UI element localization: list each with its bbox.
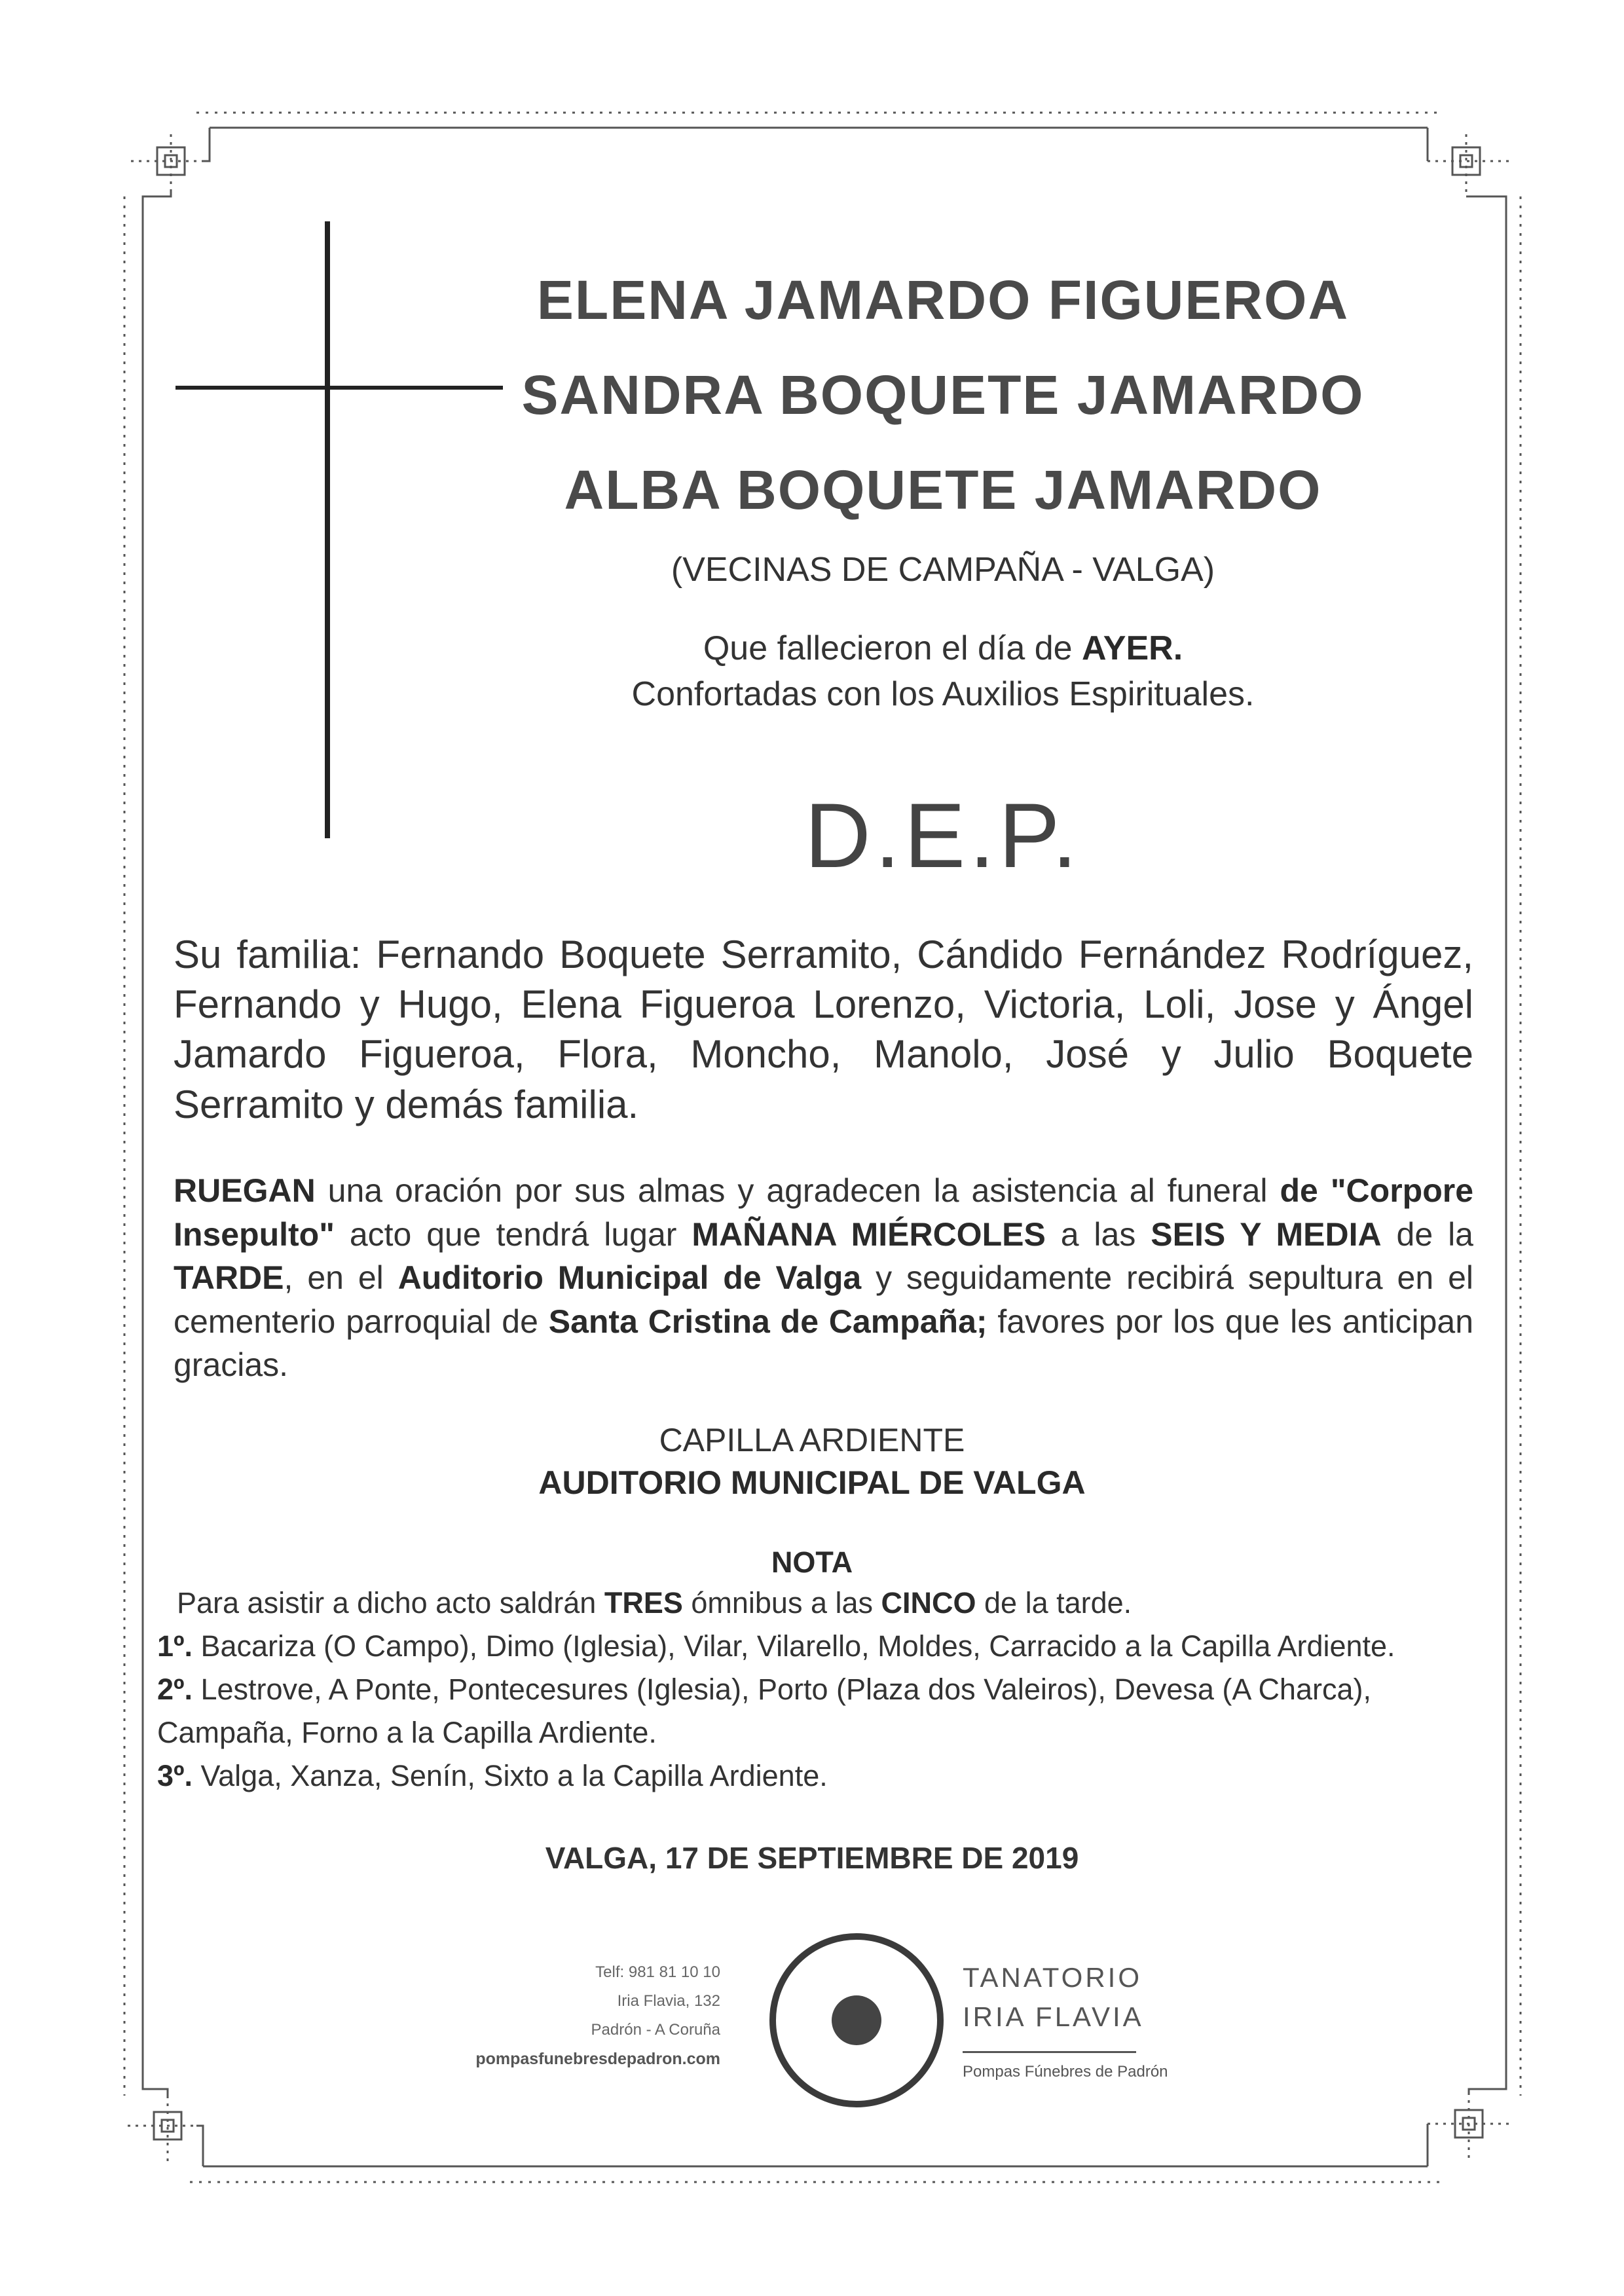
route-text: Bacariza (O Campo), Dimo (Iglesia), Vilar, Vilarello, Moldes, Carracido a la Capilla Ardiente. [192,1629,1395,1663]
nota-intro [157,1582,1486,1625]
text-segment: Santa Cristina de Campaña; [548,1303,987,1340]
text-segment: RUEGAN [174,1172,316,1209]
route-2-continued: Campaña, Forno a la Capilla Ardiente. [157,1716,657,1749]
deceased-name-1: ELENA JAMARDO FIGUEROA [536,269,1350,331]
text-segment: , en el [284,1259,398,1296]
neighbors-line: (VECINAS DE CAMPAÑA - VALGA) [671,551,1215,589]
route-2 [157,1668,1486,1711]
comfort-line: Confortadas con los Auxilios Espirituales. [631,675,1255,713]
text-segment: CINCO [881,1586,976,1620]
footer-phone: Telf: 981 81 10 10 [595,1963,720,1981]
footer-contact [458,1958,720,2073]
chapel-label: CAPILLA ARDIENTE [659,1422,965,1458]
route-number: 2º. [157,1673,193,1706]
footer-web: pompasfunebresdepadron.com [475,2050,720,2068]
text-segment: SEIS Y MEDIA [1151,1215,1382,1253]
route-number: 3º. [157,1759,193,1792]
text-segment: y seguidamente recibirá sepultura en el cementerio parroquial de [174,1259,1473,1340]
text-segment: de la [1381,1215,1473,1253]
text-segment: ómnibus a las [682,1586,881,1620]
text-segment: favores por los que les anticipan gracias. [174,1303,1474,1383]
corner-ornament-top-right [1428,128,1513,203]
route-text: Lestrove, A Ponte, Pontecesures (Iglesia), Porto (Plaza dos Valeiros), Devesa (A Charca), [192,1673,1371,1706]
text-segment: de "Corpore Insepulto" [174,1172,1473,1253]
route-1 [157,1625,1486,1668]
tanatorio-logo-icon [765,1929,948,2112]
text-segment: Para asistir a dicho acto saldrán [177,1586,604,1620]
brand-tagline: Pompas Fúnebres de Padrón [963,2063,1168,2081]
corner-ornament-top-left [131,128,210,203]
text-segment: Auditorio Municipal de Valga [397,1259,862,1296]
chapel-place: AUDITORIO MUNICIPAL DE VALGA [538,1464,1086,1501]
deceased-name-3: ALBA BOQUETE JAMARDO [564,459,1322,521]
text-segment: TRES [604,1586,683,1620]
footer-city: Padrón - A Coruña [591,2021,720,2039]
death-notice-line [458,629,1428,668]
brand-line-2: IRIA FLAVIA [963,2001,1144,2032]
brand-line-1: TANATORIO [963,1962,1143,1993]
brand-divider [963,2051,1136,2053]
text-segment: una oración por sus almas y agradecen la asistencia al funeral [315,1172,1280,1209]
nota-body [157,1582,1486,1798]
request-paragraph [174,1169,1473,1387]
deceased-name-2: SANDRA BOQUETE JAMARDO [521,364,1365,426]
text-segment: acto que tendrá lugar [334,1215,692,1253]
route-number: 1º. [157,1629,193,1663]
route-text: Valga, Xanza, Senín, Sixto a la Capilla Ardiente. [192,1759,828,1792]
dep-heading: D.E.P. [804,784,1082,887]
text-segment: a las [1045,1215,1151,1253]
family-paragraph: Su familia: Fernando Boquete Serramito, Cándido Fernández Rodríguez, Fernando y Hugo, Elena Figueroa Lorenzo, Victoria, Loli, Jose y Ángel Jamardo Figueroa, Flora, Moncho, Manolo, José y Julio Boquete Serramito y demás familia. [174,933,1473,1126]
text-segment: de la tarde. [976,1586,1132,1620]
corner-ornament-bottom-right [1428,2083,1513,2166]
date-line: VALGA, 17 DE SEPTIEMBRE DE 2019 [545,1841,1079,1875]
death-day: AYER. [1082,629,1183,667]
text-segment: TARDE [174,1259,284,1296]
text-segment: MAÑANA MIÉRCOLES [692,1215,1046,1253]
corner-ornament-bottom-left [128,2083,203,2166]
footer-address: Iria Flavia, 132 [617,1992,720,2010]
route-3 [157,1754,1486,1798]
footer-brand [963,1958,1144,2037]
death-text: Que fallecieron el día de [703,629,1082,667]
nota-title: NOTA [771,1546,853,1579]
